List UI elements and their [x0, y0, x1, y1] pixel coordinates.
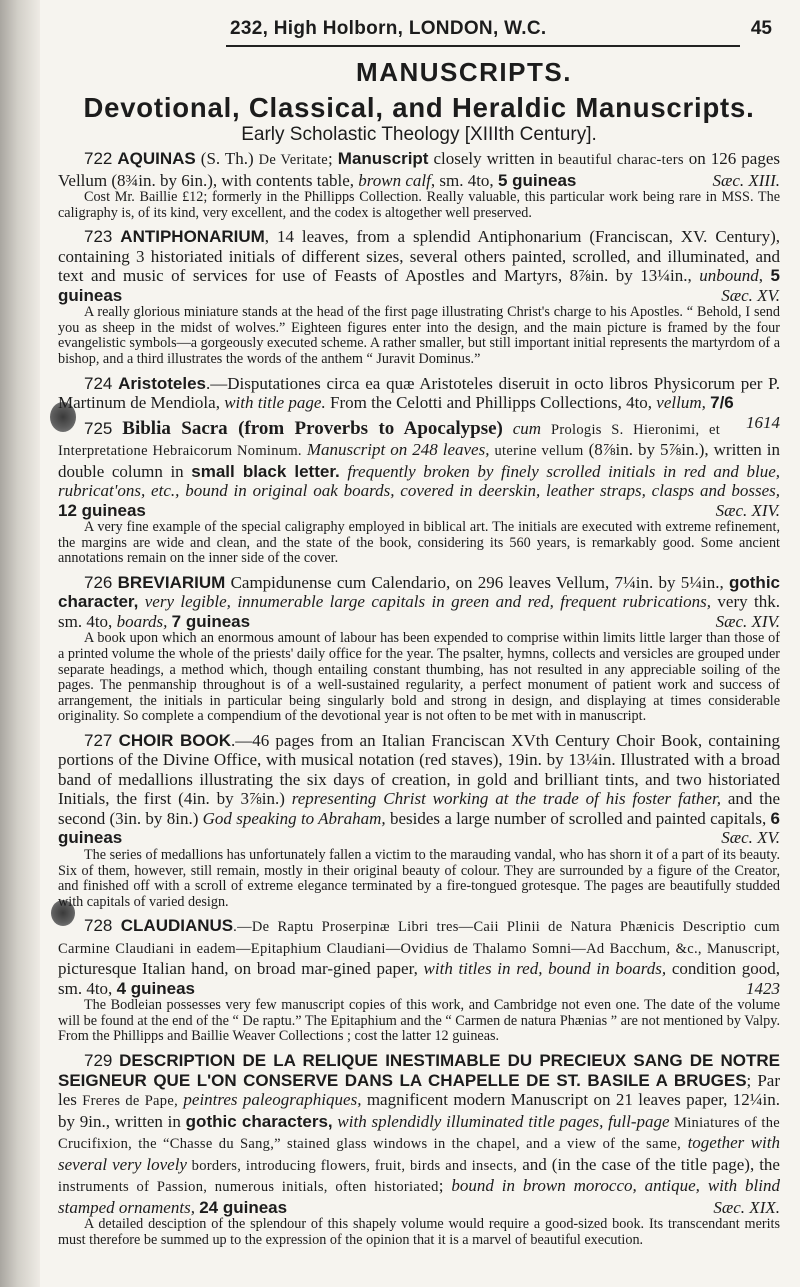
- entry-text: .—46 pages from an Italian Franciscan XVth Century Choir Book, containing portions of the Divine Office, with musical notation (red staves), 19in. by 13¼in. Illustrated with a broad band of medallions illustrating the six days of creation, in gold and brilliant tints, and two historiated Initials, the first (4in. by 3⅞in.): [58, 730, 781, 809]
- lot-number: 726: [84, 572, 113, 592]
- lot-number: 728: [84, 916, 113, 936]
- entry-text: From the Celotti and Phillipps Collections, 4to,: [325, 393, 657, 413]
- entry-text: very thk. sm. 4to,: [58, 592, 780, 631]
- entry-text: gothic characters,: [185, 1111, 333, 1131]
- entry-price: 24 guineas: [199, 1197, 288, 1217]
- entry-text: .—Disputationes circa ea quæ Aristoteles diseruit in octo libros Physicorum per P. Martinum de Mendiola,: [58, 373, 780, 413]
- entry-text: and the second (3in. by 8in.): [58, 789, 780, 828]
- entry-headword: Biblia Sacra (from Proverbs to Apocalypse): [122, 417, 503, 439]
- entry-text: Prologis S. Hieronimi, et Interpretatione Hebraicorum Nominum.: [58, 421, 721, 460]
- entry-text: ;: [438, 1176, 452, 1196]
- entry-text: (8⅞in. by 5⅞in.), written in double column in: [58, 440, 781, 481]
- entry-price: 12 guineas: [58, 500, 146, 520]
- entry-text: with titles in red, bound in boards,: [423, 959, 667, 979]
- entry-text: condition good, sm. 4to,: [58, 959, 781, 998]
- entry-date-ref: Sæc. XIII.: [712, 170, 780, 190]
- entry-headword: DESCRIPTION DE LA RELIQUE INESTIMABLE DU PRECIEUX SANG DE NOTRE SEIGNEUR QUE L'ON CONSERVE DANS LA CHAPELLE DE ST. BASILE A BRUGES: [58, 1051, 781, 1090]
- entry-text: borders, introducing flowers, fruit, birds and insects,: [186, 1157, 518, 1174]
- entry-text: and (in the case of the title page), the: [517, 1154, 780, 1174]
- entry-description: [58, 916, 780, 998]
- catalogue-entry: [58, 419, 780, 567]
- entry-text: Manuscript: [337, 149, 429, 168]
- catalogue-entry: [58, 149, 780, 221]
- entry-text: together with several very lovely: [58, 1133, 780, 1174]
- entry-text: boards,: [116, 611, 168, 631]
- entry-note: Cost Mr. Baillie £12; formerly in the Phillipps Collection. Really valuable, this particular work being rare in MSS. The caligraphy is, of its kind, very excellent, and the codex is altogether well preserved.: [58, 189, 780, 221]
- lot-number: 722: [84, 149, 113, 168]
- entry-text: with splendidly illuminated title pages, full-page: [337, 1111, 670, 1131]
- entry-text: ;: [328, 149, 338, 168]
- entry-text: brown calf: [358, 170, 431, 190]
- entry-note: A really glorious miniature stands at the head of the first page illustrating Christ's charge to his Apostles. “ Behold, I send you as sheep in the midst of wolves.” Eighteen figures enter into the design, and the main picture is framed by the four evangelistic symbols—a gorgeously executed scheme. A rather smaller, but still important initial represents the martyrdom of a bishop, and a third illustrates the words of the anthem “ Juravit Dominus.”: [58, 304, 780, 367]
- entry-price: 7 guineas: [171, 611, 251, 631]
- entry-text: uterine vellum: [494, 443, 584, 460]
- entry-text: unbound: [699, 266, 759, 286]
- entry-text: frequently broken by finely scrolled initials in red and blue, rubricat'ons, etc., bound in original oak boards, covered in deerskin, leather straps, clasps and bosses,: [58, 461, 781, 501]
- entry-text: closely written in: [428, 149, 558, 168]
- entry-text: .—De Raptu Proserpinæ Libri tres—Caii Plinii de Natura Phænicis Descriptio cum Carmine Claudiani in eadem—Epitaphium Claudiani—Ovidius de Thalamo Somni—Ad Bacchum, &c., Manuscript,: [58, 919, 780, 957]
- entry-text: vellum,: [656, 393, 706, 413]
- catalogue-entry: [58, 731, 780, 910]
- catalogue-entry: [58, 573, 780, 725]
- entry-text: picturesque Italian hand, on broad mar-gined paper,: [58, 959, 424, 979]
- entry-text: , 14 leaves, from a splendid Antiphonarium (Franciscan, XV. Century), containing 3 historiated initials of different sizes, several others painted, scrolled, and illuminated, and text and music of services for use of Feasts of Apostles and Martyrs, 8⅞in. by 13¼in.,: [58, 227, 781, 286]
- entry-date-ref: 1614: [746, 412, 780, 432]
- page-number: 45: [750, 18, 772, 39]
- section-subsubtitle: Early Scholastic Theology [XIIIth Century].: [241, 124, 597, 145]
- entry-text: Miniatures of the Crucifixion, the “Chasse du Sang,” stained glass windows in the chapel, and a view of the same,: [58, 1114, 780, 1153]
- entry-price: 5 guineas: [497, 170, 577, 190]
- entry-price: 7/6: [710, 393, 734, 413]
- entry-text: small black letter.: [191, 461, 340, 481]
- entry-headword: BREVIARIUM: [117, 572, 226, 592]
- entry-headword: AQUINAS: [117, 149, 196, 168]
- entry-text: magnificent modern Manuscript on 21 leaves paper, 12¼in. by 9in., written in: [58, 1090, 781, 1131]
- entry-note: The series of medallions has unfortunately fallen a victim to the marauding vandal, who has shorn it of a part of its beauty. Six of them, however, still remain, mostly in their original beauty of colour. They are surrounded by a figure of the Creator, and finished off with a scroll of extreme elegance terminated by a fire-tongued grotesque. The pages are beautifully studded with capitals of varied design.: [58, 846, 780, 910]
- entry-text: very legible, innumerable large capitals in green and red, frequent rubrications,: [144, 592, 711, 612]
- entry-headword: CLAUDIANUS: [120, 916, 234, 936]
- catalogue-page: [58, 0, 780, 1287]
- lot-number: 723: [84, 227, 113, 247]
- entry-text: with title page.: [224, 393, 326, 413]
- running-head: [58, 0, 780, 44]
- entry-text: besides a large number of scrolled and painted capitals,: [385, 808, 771, 828]
- entry-note: The Bodleian possesses very few manuscript copies of this work, and Cambridge not even one. The date of the volume will be found at the end of the “ De raptu.” The Epitaphium and the “ Carmen de natura Phænias ” are not mentioned by Valpy. From the Phillipps and Baillie Weaver Collections ; cost the latter 12 guineas.: [58, 997, 780, 1045]
- entry-price: 4 guineas: [116, 978, 195, 998]
- entry-headword: CHOIR BOOK: [118, 730, 231, 750]
- entry-text: ,: [758, 266, 771, 286]
- entry-description: [58, 419, 780, 521]
- entry-text: bound in brown morocco, antique, with blind stamped ornaments,: [58, 1176, 780, 1217]
- entry-description: [58, 731, 780, 848]
- entry-date-ref: Sæc. XV.: [721, 285, 780, 305]
- entry-note: A book upon which an enormous amount of labour has been expended to comprise within limits little larger than those of a printed volume the whole of the priests' daily office for the year. The psalter, hymns, collects and versicles are grouped under separate headings, a method which, though entailing constant thumbing, has not resulted in any appreciable soiling of the pages. The penmanship throughout is of a well-sustained regularity, a perfect monument of patient work and success of arrangement, the initials in particular being singularly bold and strong in design, and displaying at times considerable originality. So complete a compendium of the devotional year is not often to be met with in manuscript.: [58, 630, 780, 725]
- entry-text: gothic character,: [58, 572, 780, 612]
- section-title: MANUSCRIPTS.: [356, 57, 572, 87]
- catalogue-entry: [58, 1051, 780, 1248]
- lot-number: 729: [84, 1051, 113, 1071]
- entry-text: cum: [512, 418, 542, 438]
- entry-headword: ANTIPHONARIUM: [120, 227, 265, 247]
- entry-text: Campidunense cum Calendario, on 296 leaves Vellum, 7¼in. by 5¼in.,: [225, 572, 729, 592]
- entry-text: beautiful charac-ters: [558, 152, 684, 168]
- entry-price: 5 guineas: [58, 266, 781, 305]
- entry-date-ref: Sæc. XIV.: [715, 611, 780, 631]
- header-rule: [226, 45, 740, 47]
- entry-note: A very fine example of the special caligraphy employed in biblical art. The initials are executed with extreme refinement, the margins are wide and clean, and the state of the book, considering its 560 years, is remarkably good. Some ancient annotations remain on the inner side of the cover.: [58, 519, 780, 567]
- entry-text: instruments of Passion, numerous initials, often historiated: [58, 1179, 439, 1196]
- header-address: 232, High Holborn, LONDON, W.C.: [230, 18, 547, 39]
- entry-text: ; Par les: [58, 1070, 780, 1110]
- entry-price: 6 guineas: [58, 808, 780, 848]
- entry-description: [58, 1051, 780, 1217]
- lot-number: 727: [84, 730, 113, 750]
- catalogue-entry: [58, 227, 780, 367]
- entry-text: representing Christ working at the trade of his foster father,: [291, 789, 721, 809]
- entry-headword: Aristoteles: [118, 373, 206, 393]
- lot-number: 724: [84, 373, 113, 393]
- entry-text: God speaking to Abraham,: [202, 808, 386, 828]
- entry-text: , sm. 4to,: [430, 170, 498, 190]
- entry-text: De Veritate: [258, 152, 329, 168]
- entry-text: peintres paleographiques,: [183, 1090, 362, 1110]
- entry-description: [58, 573, 780, 632]
- entry-note: A detailed desciption of the splendour of this shapely volume would require a good-sized book. Its transcendant merits must therefore be summed up to the expression of the opinion that it is a marvel of beautiful execution.: [58, 1216, 780, 1248]
- lot-number: 725: [84, 418, 113, 438]
- entry-text: Manuscript on 248 leaves,: [306, 440, 490, 460]
- page-binding-edge: [0, 0, 40, 1287]
- entry-text: on 126 pages Vellum (8¾in. by 6in.), with contents table,: [58, 149, 781, 190]
- section-subtitle: Devotional, Classical, and Heraldic Manuscripts.: [83, 92, 755, 123]
- entry-description: [58, 227, 780, 305]
- entry-text: (S. Th.): [195, 149, 259, 168]
- catalogue-entry: [58, 916, 780, 1045]
- entry-date-ref: 1423: [746, 978, 780, 998]
- entry-date-ref: Sæc. XIX.: [713, 1197, 780, 1217]
- entry-description: [58, 149, 780, 190]
- entry-text: Freres de Pape,: [82, 1093, 179, 1110]
- entry-date-ref: Sæc. XV.: [721, 828, 780, 848]
- entry-date-ref: Sæc. XIV.: [715, 500, 780, 520]
